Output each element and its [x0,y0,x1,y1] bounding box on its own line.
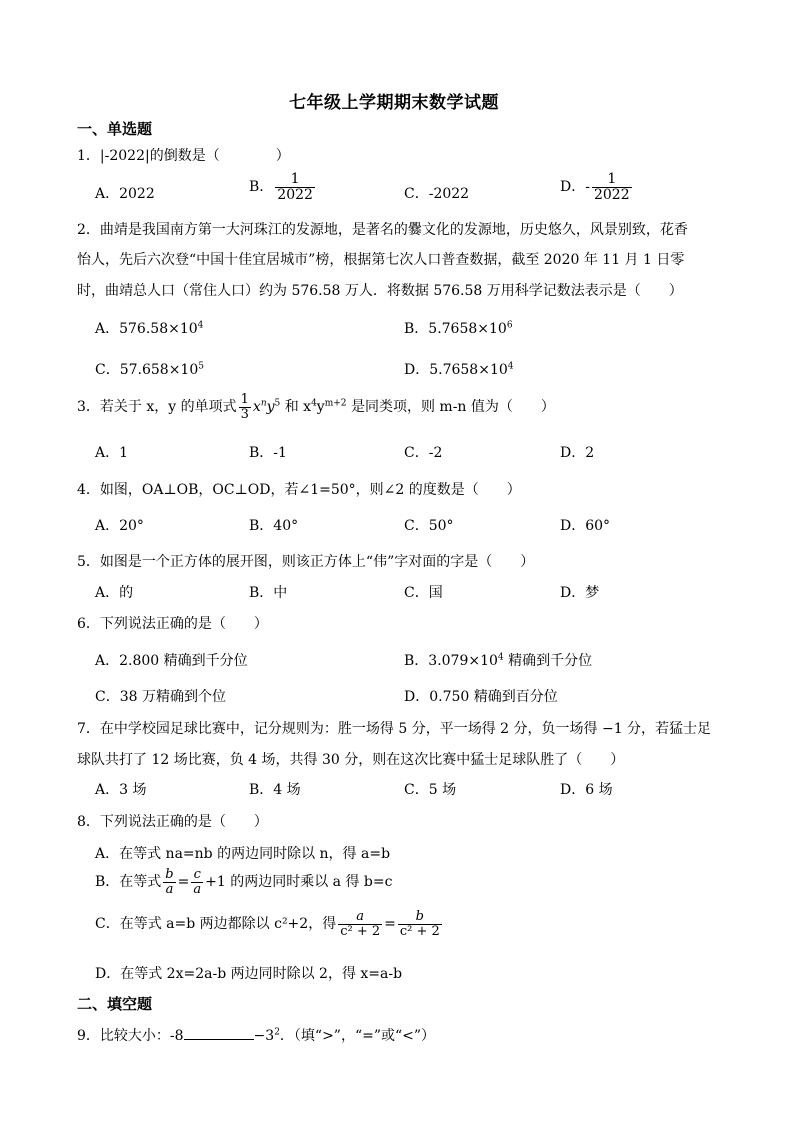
q9-mid: −3 [253,1028,275,1044]
q8-option-b[interactable] [95,868,392,896]
q2-b-base: B．5.7658×10 [404,321,507,337]
q8-b-f2-num: c [193,867,201,882]
q8-b-f2-den: a [193,881,202,897]
q2-a-base: A．576.58×10 [95,321,198,337]
q1-option-d-fraction [592,172,632,202]
q2-option-c[interactable] [95,359,204,379]
q6-option-d[interactable]: D．0.750 精确到百分位 [404,689,558,705]
q8-c-fraction-1 [338,910,382,938]
q3-option-c[interactable]: C．-2 [404,445,443,461]
q8-b-postfix: 的两边同时乘以 a 得 b=c [225,874,393,891]
q2-option-b[interactable] [404,318,513,338]
q2-option-d[interactable] [404,359,514,379]
q8-c-f2-den: c² + 2 [399,923,440,939]
q9-postfix: ．（填“>”，“=”或“<”） [279,1028,436,1044]
q2-d-exponent: 4 [507,361,514,372]
q8-b-fraction-1 [163,868,175,896]
q1-option-b-fraction [275,172,315,202]
q3-option-b[interactable]: B．-1 [249,445,287,461]
q3-prefix: 3．若关于 x，y 的单项式 [77,399,237,416]
page-title: 七年级上学期期末数学试题 [289,93,499,113]
q3-postfix: 是同类项，则 m-n 值为（ ） [346,399,555,416]
q3-frac-den: 3 [240,406,249,422]
q7-option-a[interactable]: A．3 场 [95,782,147,798]
q7-option-b[interactable]: B．4 场 [249,782,301,798]
q5-option-d[interactable]: D．梦 [560,585,600,601]
q3-frac-num: 1 [240,392,249,407]
q3-m1-x-exp: n [260,398,267,409]
section-single-choice: 一、单选题 [77,120,153,138]
q6-option-a[interactable]: A．2.800 精确到千分位 [95,653,248,669]
q1-d-numerator: 1 [607,171,617,187]
q2-option-a[interactable] [95,318,203,338]
q3-m1-x: x [252,399,261,416]
q3-m1-y: y [266,399,275,416]
question-2-line-3: 时，曲靖总人口（常住人口）约为 576.58 万人．将数据 576.58 万用科学记数法表示是（ ） [77,283,683,299]
q4-option-d[interactable]: D．60° [560,518,611,534]
q8-b-f1-num: b [165,867,174,882]
q8-b-prefix: B．在等式 [95,874,162,891]
q8-option-d[interactable]: D．在等式 2x=2a-b 两边同时除以 2，得 x=a-b [95,966,403,982]
question-6-stem: 6．下列说法正确的是（ ） [77,616,268,632]
q3-option-a[interactable]: A．1 [95,445,129,461]
q9-exponent: 2 [274,1027,280,1038]
q8-c-f2-num: b [415,909,424,924]
q1-option-d-label: D．- [560,179,590,196]
question-8-stem: 8．下列说法正确的是（ ） [77,814,268,830]
question-4-stem: 4．如图，OA⊥OB，OC⊥OD，若∠1=50°，则∠2 的度数是（ ） [77,482,521,498]
question-1-stem: 1．|-2022|的倒数是（ ） [77,148,290,164]
q6-option-b[interactable] [404,650,592,670]
q4-option-b[interactable]: B．40° [249,518,299,534]
q8-b-plus: +1 [205,874,226,891]
q6-b-base: B．3.079×10 [404,653,498,669]
q6-b-postfix: 精确到千分位 [503,653,593,669]
q9-prefix: 9．比较大小：-8 [77,1028,184,1044]
q3-fraction [239,393,251,421]
q1-option-b-label: B． [249,179,274,196]
q5-option-a[interactable]: A．的 [95,585,134,601]
question-7-line-1: 7．在中学校园足球比赛中，记分规则为：胜一场得 5 分，平一场得 2 分，负一场得 −1 分，若猛士足 [77,721,712,737]
q5-option-b[interactable]: B．中 [249,585,288,601]
q8-b-equals: = [177,874,190,891]
q1-option-d[interactable] [560,172,634,202]
q2-c-base: C．57.658×10 [95,362,199,378]
q8-c-equals: = [384,916,396,933]
q7-option-c[interactable]: C．5 场 [404,782,457,798]
q6-b-exponent: 4 [497,652,504,663]
question-2-line-1: 2．曲靖是我国南方第一大河珠江的发源地，是著名的爨文化的发源地，历史悠久，风景别致，花香 [77,222,688,238]
q8-b-f1-den: a [163,882,175,897]
q7-option-d[interactable]: D．6 场 [560,782,613,798]
q1-b-numerator: 1 [290,171,300,187]
q2-a-exponent: 4 [197,320,204,331]
section-fill-in-blank: 二、填空题 [77,995,153,1013]
q8-b-fraction-2 [191,868,203,896]
q1-b-denominator: 2022 [277,186,313,203]
question-3-stem [77,393,555,421]
q3-mid: 和 x [280,399,312,416]
question-9-stem [77,1025,435,1045]
q6-option-c[interactable]: C．38 万精确到个位 [95,689,226,705]
q9-answer-blank[interactable] [184,1025,254,1040]
q2-c-exponent: 5 [198,361,204,372]
q4-option-c[interactable]: C．50° [404,518,454,534]
q8-option-a[interactable]: A．在等式 na=nb 的两边同时除以 n，得 a=b [95,846,391,862]
question-7-line-2: 球队共打了 12 场比赛，负 4 场，共得 30 分，则在这次比赛中猛士足球队胜了（ ） [77,752,625,768]
q8-c-prefix: C．在等式 a=b 两边都除以 c²+2，得 [95,916,337,933]
q1-option-c[interactable]: C．-2022 [404,186,470,202]
q5-option-c[interactable]: C．国 [404,585,443,601]
question-2-line-2: 怡人，先后六次登“中国十佳宜居城市”榜，根据第七次人口普查数据，截至 2020 年 11 月 1 日零 [77,252,685,268]
q2-d-base: D．5.7658×10 [404,362,508,378]
q1-d-denominator: 2022 [593,186,630,203]
q8-option-c[interactable] [95,910,444,938]
q2-b-exponent: 6 [506,320,513,331]
question-5-stem: 5．如图是一个正方体的展开图，则该正方体上“伟”字对面的字是（ ） [77,554,535,570]
q3-m2-y-exp: m+2 [324,398,347,409]
q8-c-fraction-2 [398,910,442,938]
q4-option-a[interactable]: A．20° [95,518,144,534]
q3-m2-y: y [316,399,325,416]
q1-option-a[interactable]: A．2022 [95,186,155,202]
q1-option-b[interactable] [249,172,317,202]
q3-m1-y-exp: 5 [274,398,281,409]
q8-c-f1-den: c² + 2 [340,923,381,939]
q8-c-f1-num: a [356,909,365,924]
q3-m2-x-exp: 4 [311,398,317,409]
q3-option-d[interactable]: D．2 [560,445,595,461]
